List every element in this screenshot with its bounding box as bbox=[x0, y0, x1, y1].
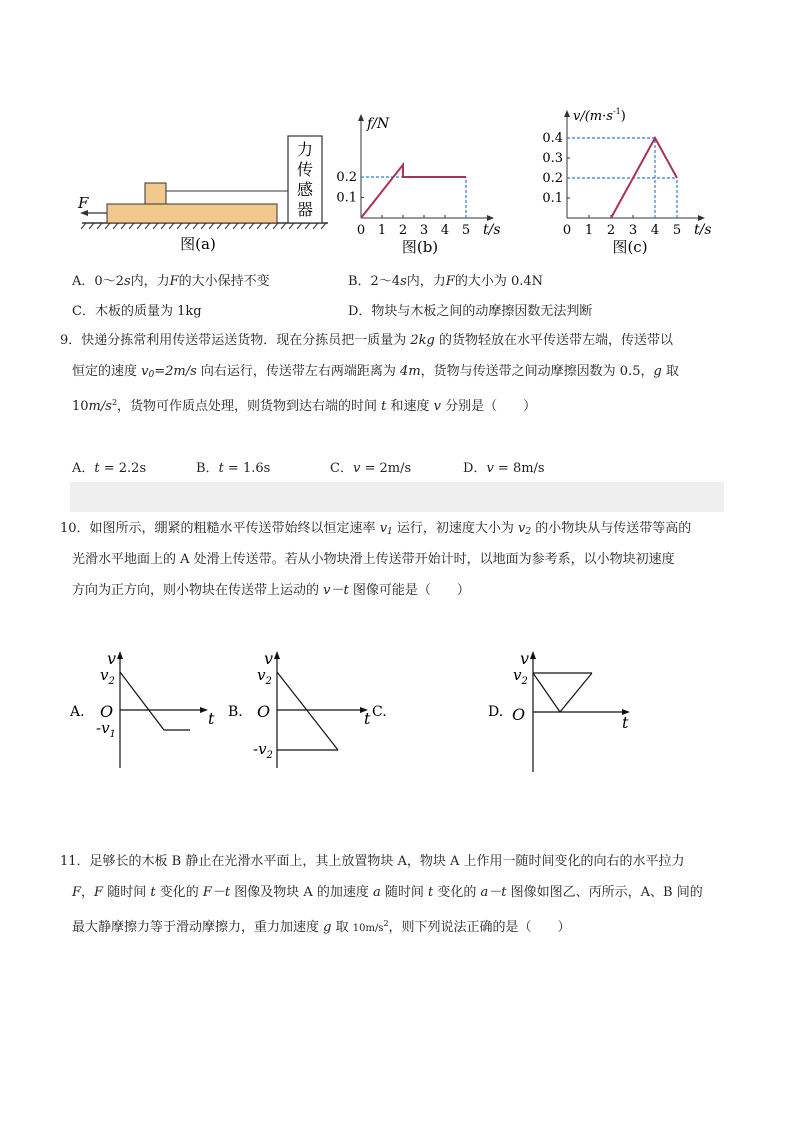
q11-text: 变化的 bbox=[433, 885, 481, 900]
figure-c-x-tick-label: 4 bbox=[650, 223, 660, 238]
q9-option-d-value: = 8m/s bbox=[493, 461, 545, 476]
q10-graphs bbox=[60, 640, 660, 790]
q11-g-value: 10m/s bbox=[352, 923, 384, 934]
q10-v1-sub: 1 bbox=[387, 527, 393, 537]
q9-option-c-letter: C． bbox=[330, 461, 353, 476]
figure-b-ylabel: f/N bbox=[367, 116, 390, 132]
q10-graph-b-c-label: C. bbox=[372, 704, 387, 720]
q10-graph-b-curve bbox=[277, 672, 338, 750]
q11-F: F bbox=[72, 885, 82, 900]
q9-text: 恒定的速度 bbox=[72, 364, 142, 379]
figure-c-y-tick-label: 0.3 bbox=[542, 151, 563, 166]
q8-option-a[interactable] bbox=[72, 270, 270, 289]
q11-text: 图像如图乙、丙所示，A、B 间的 bbox=[506, 885, 703, 900]
q8-option-a-mid: 内，力 bbox=[130, 274, 170, 289]
figure-b-x-arrow bbox=[487, 215, 494, 221]
sensor-char-2: 传 bbox=[296, 160, 314, 179]
q10-graph-d-v2-sub: 2 bbox=[521, 676, 528, 687]
figure-c-y-tick-label: 0.1 bbox=[542, 191, 563, 206]
figure-c-x-tick-label: 3 bbox=[628, 223, 638, 238]
q9-g: g bbox=[653, 364, 662, 379]
q9-text: ，货物可作质点处理，则货物到达右端的时间 bbox=[117, 399, 382, 414]
q9-option-c[interactable] bbox=[330, 457, 411, 476]
q9-option-b-var: t bbox=[218, 461, 224, 476]
q10-text: 10．如图所示，绷紧的粗糙水平传送带始终以恒定速率 bbox=[60, 521, 380, 536]
q9-text: 向右运行，传送带左右两端距离为 bbox=[196, 364, 401, 379]
answer-blank-band bbox=[70, 482, 724, 512]
q10-graph-b[interactable] bbox=[228, 649, 387, 768]
q10-text: 的小物块从与传送带等高的 bbox=[531, 521, 692, 536]
q10-graph-a-label: A. bbox=[70, 704, 85, 720]
q10-graph-d-origin: O bbox=[512, 705, 526, 724]
q9-option-a-value: = 2.2s bbox=[99, 461, 147, 476]
q10-graph-d-v-arrow bbox=[530, 651, 536, 659]
q10-graph-a-v2: v bbox=[100, 666, 109, 684]
sensor-char-3: 感 bbox=[296, 180, 314, 199]
figure-c-ylabel-main: v/(m·s bbox=[573, 109, 613, 124]
q9-option-b-letter: B． bbox=[196, 461, 219, 476]
q10-graph-b-neg-v2-label bbox=[253, 740, 273, 761]
board bbox=[107, 204, 277, 223]
q10-graph-b-v2: v bbox=[257, 666, 266, 684]
q8-option-b-var: F bbox=[445, 274, 455, 289]
q11-line-1: 11．足够长的木板 B 静止在光滑水平面上，其上放置物块 A，物块 A 上作用一随时间变化的向右的水平拉力 bbox=[60, 854, 685, 869]
q10-graph-d-v-label: v bbox=[520, 649, 530, 668]
figure-c-xlabel: t/s bbox=[694, 222, 712, 238]
q10-graph-d-v2: v bbox=[513, 666, 522, 684]
q9-distance: 4m bbox=[400, 364, 421, 379]
figure-c-x-tick-label: 1 bbox=[584, 223, 594, 238]
q10-graph-a-v-arrow bbox=[117, 651, 123, 659]
q9-option-c-value: = 2m/s bbox=[360, 461, 412, 476]
q10-graph-b-origin: O bbox=[257, 702, 271, 721]
q9-text: 取 bbox=[661, 364, 679, 379]
q10-graph-b-neg-v2-sub: 2 bbox=[266, 750, 273, 761]
q8-option-a-unit: s bbox=[123, 274, 131, 289]
figure-c-chart bbox=[535, 100, 720, 260]
q10-graph-a-v-label: v bbox=[107, 649, 117, 668]
q10-graph-d-v2-label bbox=[513, 666, 528, 687]
block bbox=[145, 183, 166, 204]
figure-b-x-tick-label: 3 bbox=[419, 223, 429, 238]
q10-text: 方向为正方向，则小物块在传送带上运动的 bbox=[72, 583, 324, 598]
figure-c-ylabel-tail: ) bbox=[620, 109, 626, 124]
figure-c-origin: 0 bbox=[562, 223, 572, 238]
q9-text: 的货物轻放在水平传送带左端，传送带以 bbox=[434, 333, 674, 348]
q9-option-d-letter: D． bbox=[463, 461, 487, 476]
q10-graph-b-v2-label bbox=[257, 666, 272, 687]
q11-text: ， bbox=[81, 885, 95, 900]
q9-option-b[interactable] bbox=[196, 457, 270, 476]
figure-c-x-tick-label: 5 bbox=[672, 223, 682, 238]
q10-graph-a-t-label: t bbox=[208, 709, 215, 728]
figure-b-origin: 0 bbox=[356, 223, 366, 238]
q10-v2-sub: 2 bbox=[525, 527, 532, 537]
figure-b-y-tick-label: 0.2 bbox=[336, 170, 357, 185]
q9-g-unit-sup: 2 bbox=[111, 398, 118, 407]
q10-graph-a-neg-v1-label bbox=[96, 719, 116, 740]
q9-line-1 bbox=[60, 331, 673, 351]
q8-option-a-var: F bbox=[169, 274, 179, 289]
q8-option-b[interactable] bbox=[348, 270, 543, 289]
q8-option-a-suffix: 的大小保持不变 bbox=[178, 274, 270, 289]
q9-mass: 2kg bbox=[410, 333, 435, 348]
q9-option-b-value: = 1.6s bbox=[223, 461, 271, 476]
q10-graph-b-v-label: v bbox=[264, 649, 274, 668]
q11-line-2 bbox=[72, 883, 703, 903]
q10-graph-b-t-label: t bbox=[364, 709, 371, 728]
q10-v1: v bbox=[379, 521, 388, 536]
figure-b-y-arrow bbox=[358, 114, 364, 121]
q11-text: 最大静摩擦力等于滑动摩擦力，重力加速度 bbox=[72, 920, 324, 935]
figure-c-y-tick-label: 0.4 bbox=[542, 131, 563, 146]
q11-at: a－t bbox=[480, 885, 507, 900]
q9-g-unit: m/s bbox=[88, 399, 112, 414]
q9-line-2 bbox=[72, 362, 679, 385]
q8-option-b-suffix: 的大小为 0.4N bbox=[454, 274, 544, 289]
q10-graph-a-origin: O bbox=[100, 702, 114, 721]
q11-text: 图像及物块 A 的加速度 bbox=[230, 885, 374, 900]
q10-graph-a-v2-label bbox=[100, 666, 115, 687]
q9-g-value: 10 bbox=[72, 399, 89, 414]
q10-graph-b-v2-sub: 2 bbox=[265, 676, 272, 687]
figure-b-x-tick-label: 1 bbox=[377, 223, 387, 238]
q9-option-c-var: v bbox=[352, 461, 361, 476]
q9-option-a-letter: A． bbox=[72, 461, 95, 476]
q10-graph-a[interactable] bbox=[69, 649, 215, 768]
figure-b-chart bbox=[336, 110, 515, 260]
figure-c-x-tick-label: 2 bbox=[606, 223, 616, 238]
figure-a bbox=[70, 130, 340, 260]
q8-option-a-prefix: A．0～2 bbox=[72, 274, 124, 289]
q10-graph-a-t-arrow bbox=[200, 707, 208, 713]
q11-text: 随时间 bbox=[103, 885, 151, 900]
q10-line-1 bbox=[60, 519, 691, 542]
figure-b-xlabel: t/s bbox=[483, 222, 501, 238]
sensor-char-1: 力 bbox=[296, 140, 314, 159]
q11-t: t bbox=[428, 885, 434, 900]
figure-b-x-tick-label: 2 bbox=[398, 223, 408, 238]
figure-b-data-line bbox=[361, 165, 466, 218]
force-label: F bbox=[78, 194, 89, 212]
q10-text: 图像可能是（ ） bbox=[348, 583, 470, 598]
q8-option-d[interactable]: D．物块与木板之间的动摩擦因数无法判断 bbox=[348, 304, 593, 319]
figure-c-y-tick-label: 0.2 bbox=[542, 171, 563, 186]
q10-graph-b-neg-v2: -v bbox=[253, 740, 267, 758]
figure-b-caption: 图(b) bbox=[401, 238, 439, 256]
q11-g-sup: 2 bbox=[383, 919, 389, 928]
figure-c-caption: 图(c) bbox=[612, 238, 648, 256]
sensor-char-4: 器 bbox=[296, 200, 314, 219]
q10-graph-a-v2-sub: 2 bbox=[108, 676, 115, 687]
q10-graph-b-v-arrow bbox=[274, 651, 280, 659]
q11-line-3 bbox=[72, 914, 571, 939]
q9-option-d-var: v bbox=[486, 461, 494, 476]
q8-option-b-mid: 内，力 bbox=[406, 274, 446, 289]
q9-text: 9．快递分拣常利用传送带运送货物．现在分拣员把一质量为 bbox=[60, 333, 411, 348]
q9-text: 和速度 bbox=[386, 399, 434, 414]
figure-c-ylabel bbox=[573, 107, 626, 124]
q9-text: ，货物与传送带之间动摩擦因数为 0.5， bbox=[420, 364, 654, 379]
q10-graph-d-label: D. bbox=[488, 704, 504, 720]
q11-text: 随时间 bbox=[380, 885, 429, 900]
q10-graph-d[interactable] bbox=[488, 649, 630, 772]
q11-text: ，则下列说法正确的是（ ） bbox=[388, 920, 571, 935]
q10-graph-d-t-label: t bbox=[622, 713, 629, 732]
q11-Ft: F－t bbox=[202, 885, 231, 900]
q9-v0-sub: 0 bbox=[148, 370, 155, 380]
q10-line-2: 光滑水平地面上的 A 处滑上传送带。若从小物块滑上传送带开始计时，以地面为参考系，以小物块初速度 bbox=[72, 552, 675, 567]
q9-v: v bbox=[433, 399, 442, 414]
q10-v2: v bbox=[518, 521, 526, 536]
q9-text: 分别是（ ） bbox=[441, 399, 537, 414]
q9-v0-value: =2m/s bbox=[154, 364, 197, 379]
q10-text: 运行，初速度大小为 bbox=[392, 521, 519, 536]
q11-text: 取 bbox=[331, 920, 353, 935]
q10-graph-a-curve bbox=[120, 672, 190, 730]
q8-option-c[interactable]: C．木板的质量为 1kg bbox=[72, 304, 202, 319]
figure-c-x-arrow bbox=[698, 215, 705, 221]
figure-b-x-tick-label: 4 bbox=[440, 223, 450, 238]
q10-graph-a-neg-v1: -v bbox=[96, 719, 110, 737]
ground bbox=[81, 223, 328, 229]
q11-F: F bbox=[94, 885, 104, 900]
q9-v0: v bbox=[141, 364, 149, 379]
figure-b-x-tick-label: 5 bbox=[461, 223, 471, 238]
figure-c-y-arrow bbox=[564, 110, 570, 117]
q11-g: g bbox=[323, 920, 332, 935]
figure-b-y-tick-label: 0.1 bbox=[336, 190, 357, 206]
q9-option-d[interactable] bbox=[463, 457, 545, 476]
q8-option-b-prefix: B．2～4 bbox=[348, 274, 401, 289]
figure-c-ylabel-sup: -1 bbox=[612, 107, 621, 116]
q9-option-a-var: t bbox=[94, 461, 100, 476]
q9-line-3 bbox=[72, 393, 536, 417]
q11-a: a bbox=[373, 885, 381, 900]
figure-a-caption: 图(a) bbox=[180, 235, 216, 253]
q10-graph-a-neg-v1-sub: 1 bbox=[109, 729, 116, 740]
q10-line-3 bbox=[72, 581, 470, 601]
q10-graph-d-curve bbox=[533, 673, 592, 712]
q9-t: t bbox=[381, 399, 387, 414]
q9-option-a[interactable] bbox=[72, 457, 146, 476]
q11-t: t bbox=[150, 885, 156, 900]
q10-graph-b-label: B. bbox=[228, 704, 243, 720]
q8-option-b-unit: s bbox=[400, 274, 407, 289]
q10-vt: v－t bbox=[323, 583, 349, 598]
q11-text: 变化的 bbox=[155, 885, 203, 900]
